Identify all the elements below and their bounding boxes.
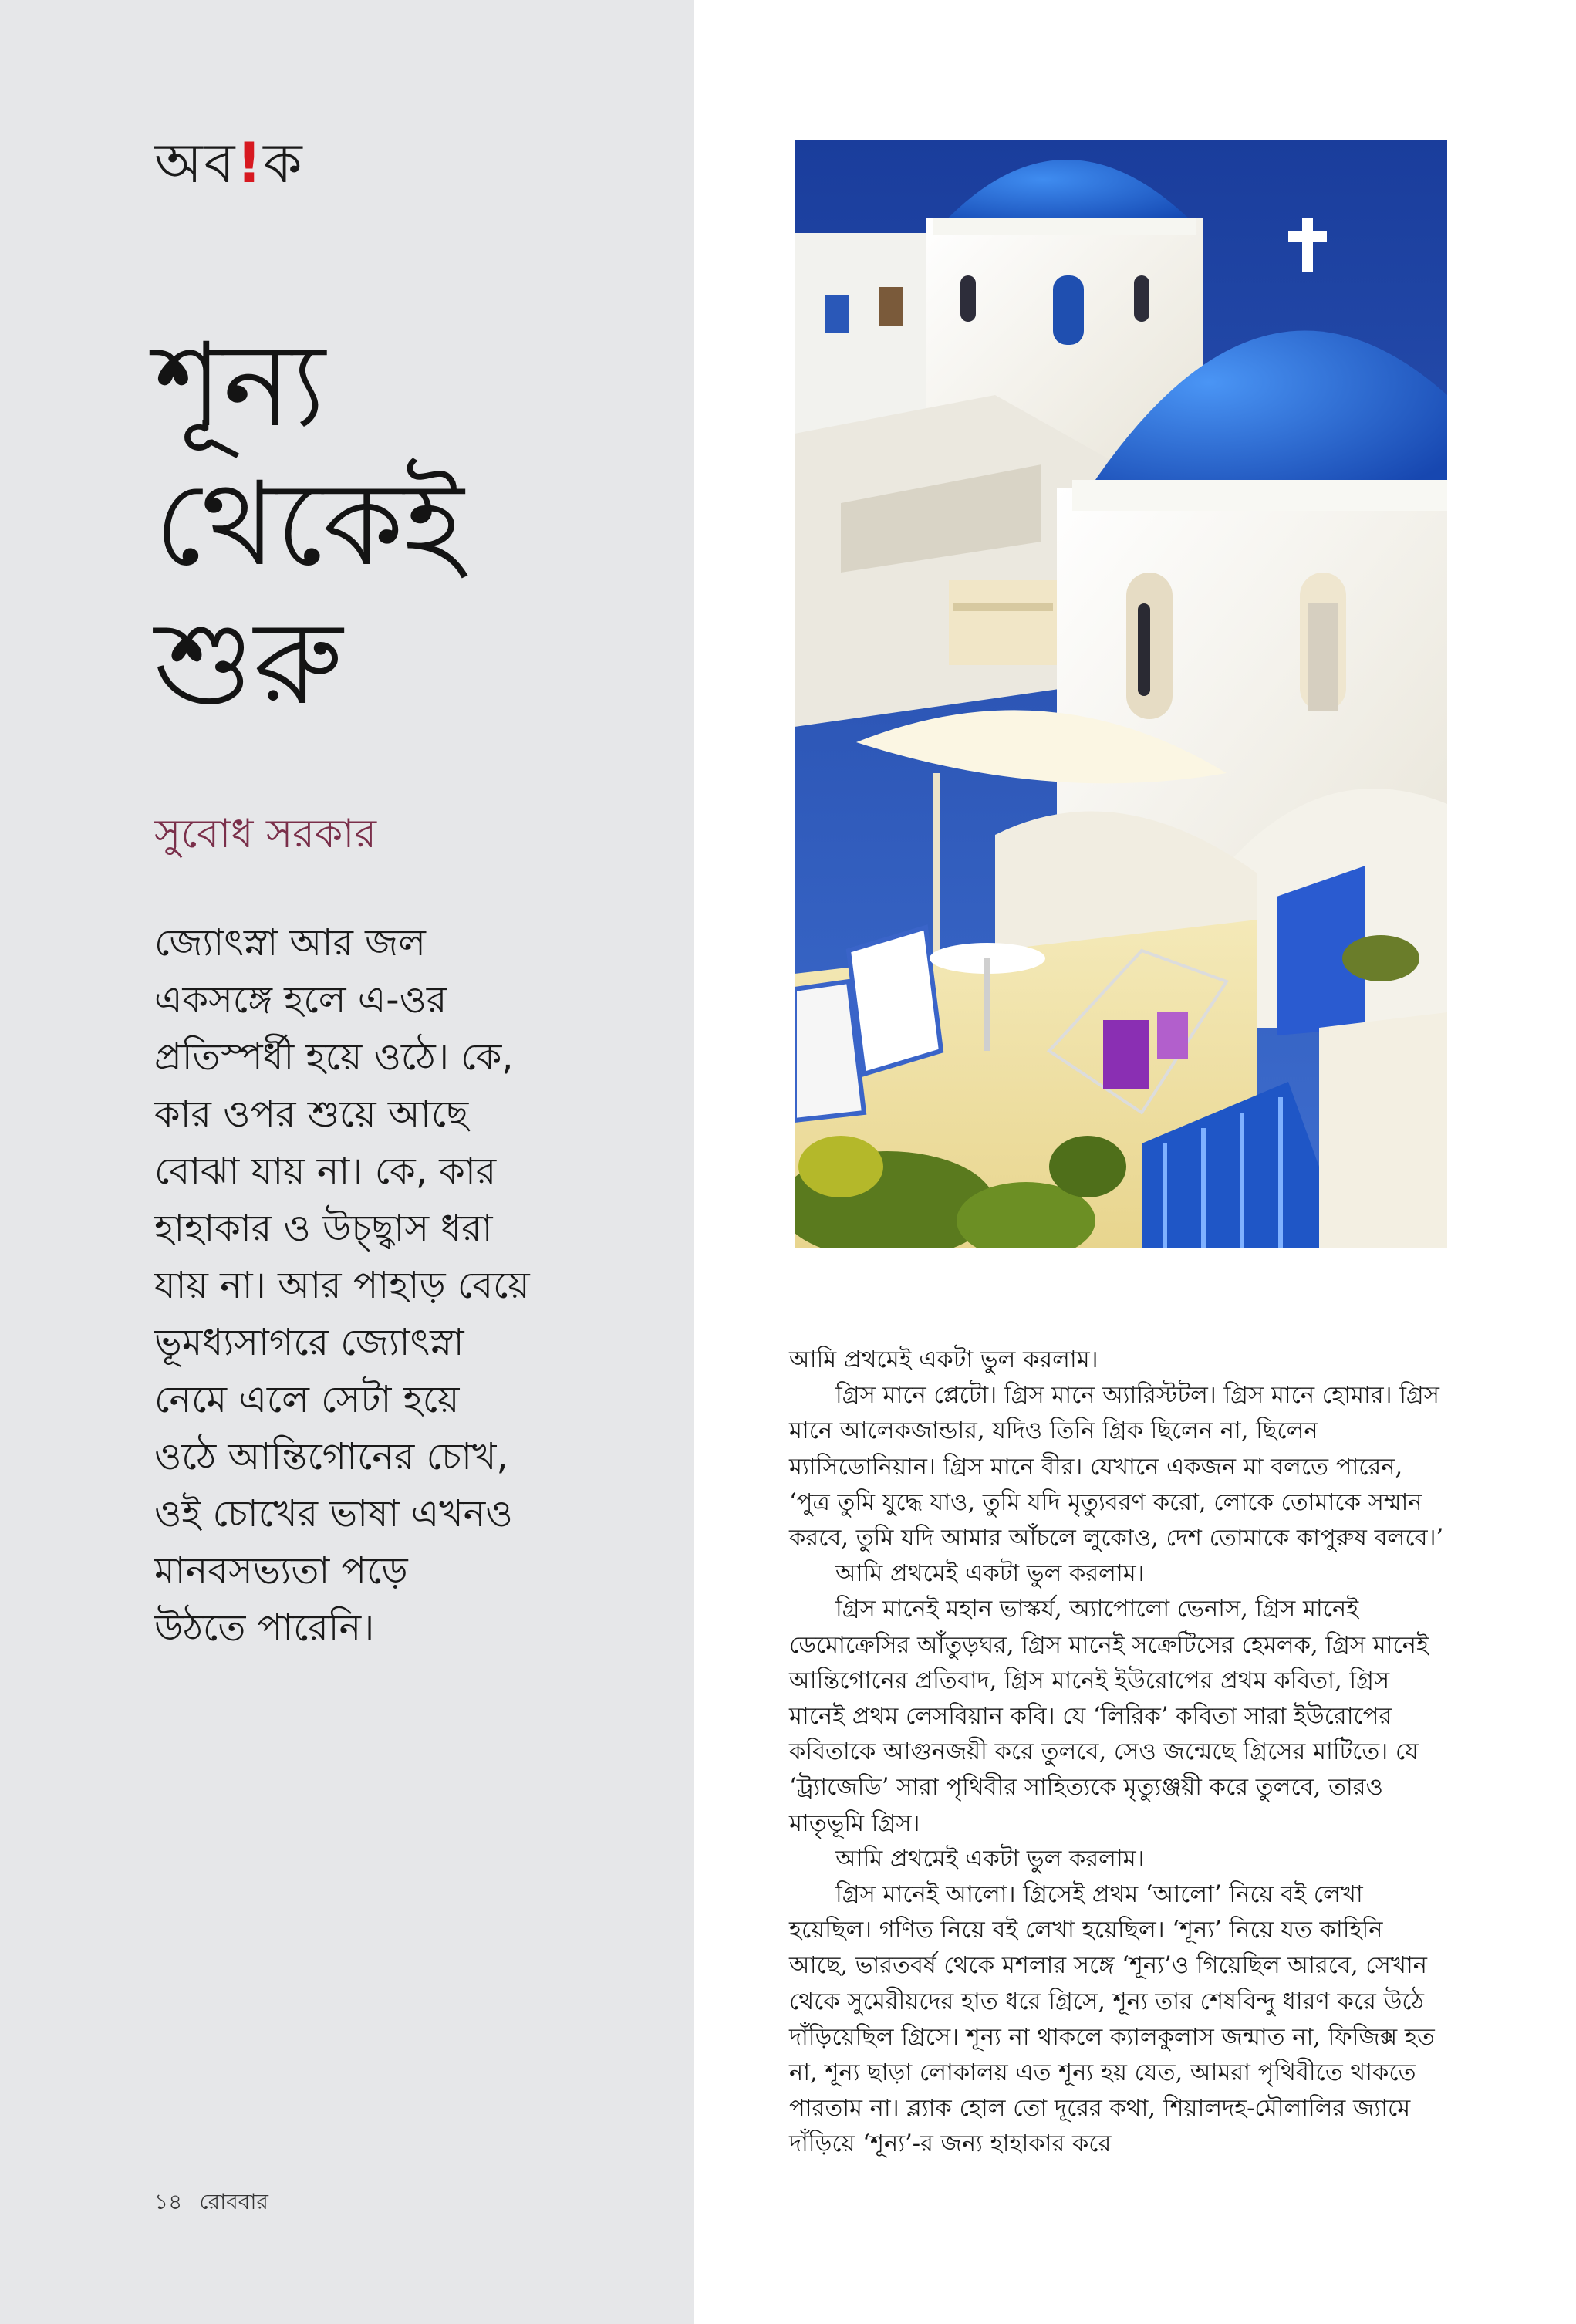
author-byline: সুবোধ সরকার	[154, 811, 376, 857]
pullquote-line: কার ওপর শুয়ে আছে	[154, 1093, 469, 1136]
body-paragraph: আমি প্রথমেই একটা ভুল করলাম।	[789, 1346, 1098, 1373]
body-paragraph: আমি প্রথমেই একটা ভুল করলাম।	[835, 1560, 1145, 1588]
section-label-exclamation: !	[236, 130, 264, 195]
body-paragraph: আমি প্রথমেই একটা ভুল করলাম।	[835, 1845, 1145, 1873]
pullquote-line: প্রতিস্পর্ধী হয়ে ওঠে। কে,	[154, 1035, 514, 1079]
santorini-photo	[795, 140, 1447, 1248]
pullquote-line: জ্যোৎস্না আর জল	[154, 921, 426, 964]
body-paragraph: গ্রিস মানেই মহান ভাস্কর্য, অ্যাপোলো ভেনাস, গ্রিস মানেই ডেমোক্রেসির আঁতুড়ঘর, গ্রিস মানেই সক্রেটিসের হেমলক, গ্রিস মানেই আন্তিগোনের প্রতিবাদ, গ্রিস মানেই ইউরোপের প্রথম কবিতা, গ্রিস মানেই প্রথম লেসবিয়ান কবি। যে ‘লিরিক’ কবিতা সারা ইউরোপের কবিতাকে আগুনজয়ী করে তুলবে, সেও জন্মেছে গ্রিসের মাটিতে। যে ‘ট্র্যাজেডি’ সারা পৃথিবীর সাহিত্যকে মৃত্যুঞ্জয়ী করে তুলবে, তারও মাতৃভূমি গ্রিস।	[789, 1596, 1429, 1837]
pullquote-line: ওঠে আন্তিগোনের চোখ,	[154, 1435, 508, 1478]
title-line: শূন্য	[154, 319, 326, 453]
pullquote-line: যায় না। আর পাহাড় বেয়ে	[154, 1264, 530, 1307]
body-paragraph: গ্রিস মানেই আলো। গ্রিসেই প্রথম ‘আলো’ নিয়ে বই লেখা হয়েছিল। গণিত নিয়ে বই লেখা হয়েছিল। ‘শূন্য’ নিয়ে যত কাহিনি আছে, ভারতবর্ষ থেকে মশলার সঙ্গে ‘শূন্য’ও গিয়েছিল আরবে, সেখান থেকে সুমেরীয়দের হাত ধরে গ্রিসে, শূন্য তার শেষবিন্দু ধারণ করে উঠে দাঁড়িয়েছিল গ্রিসে। শূন্য না থাকলে ক্যালকুলাস জন্মাত না, ফিজিক্স হত না, শূন্য ছাড়া লোকালয় এত শূন্য হয় যেত, আমরা পৃথিবীতে থাকতে পারতাম না। ব্ল্যাক হোল তো দূরের কথা, শিয়ালদহ-মৌলালির জ্যামে দাঁড়িয়ে ‘শূন্য’-র জন্য হাহাকার করে	[789, 1881, 1435, 2158]
pullquote-line: ভূমধ্যসাগরে জ্যোৎস্না	[154, 1321, 464, 1364]
pullquote-line: মানবসভ্যতা পড়ে	[154, 1549, 408, 1593]
section-label-part-1: অব	[154, 130, 237, 195]
title-line: থেকেই	[154, 458, 464, 592]
body-paragraph: গ্রিস মানে প্লেটো। গ্রিস মানে অ্যারিস্টটল। গ্রিস মানে হোমার। গ্রিস মানে আলেকজান্ডার, যদিও তিনি গ্রিক ছিলেন না, ছিলেন ম্যাসিডোনিয়ান। গ্রিস মানে বীর। যেখানে একজন মা বলতে পারেন, ‘পুত্র তুমি যুদ্ধে যাও, তুমি যদি মৃত্যুবরণ করো, লোকে তোমাকে সম্মান করবে, তুমি যদি আমার আঁচলে লুকোও, দেশ তোমাকে কাপুরুষ বলবে।’	[789, 1382, 1444, 1552]
pull-quote	[154, 914, 617, 1657]
pullquote-line: উঠতে পারেনি।	[154, 1606, 375, 1650]
page-folio	[154, 2185, 285, 2221]
pullquote-line: হাহাকার ও উচ্ছ্বাস ধরা	[154, 1207, 493, 1250]
article-title	[154, 316, 648, 733]
santorini-photo-illustration	[795, 140, 1447, 1248]
section-label	[154, 130, 304, 195]
section-label-part-2: ক	[263, 130, 304, 195]
pullquote-line: একসঙ্গে হলে এ-ওর	[154, 978, 447, 1022]
pullquote-line: ওই চোখের ভাষা এখনও	[154, 1492, 513, 1535]
article-body	[789, 1343, 1445, 2163]
publication-name: রোববার	[199, 2189, 268, 2214]
page-number: ১৪	[154, 2189, 183, 2214]
title-line: শুরু	[154, 596, 343, 731]
pullquote-line: বোঝা যায় না। কে, কার	[154, 1150, 497, 1193]
pullquote-line: নেমে এলে সেটা হয়ে	[154, 1378, 460, 1421]
